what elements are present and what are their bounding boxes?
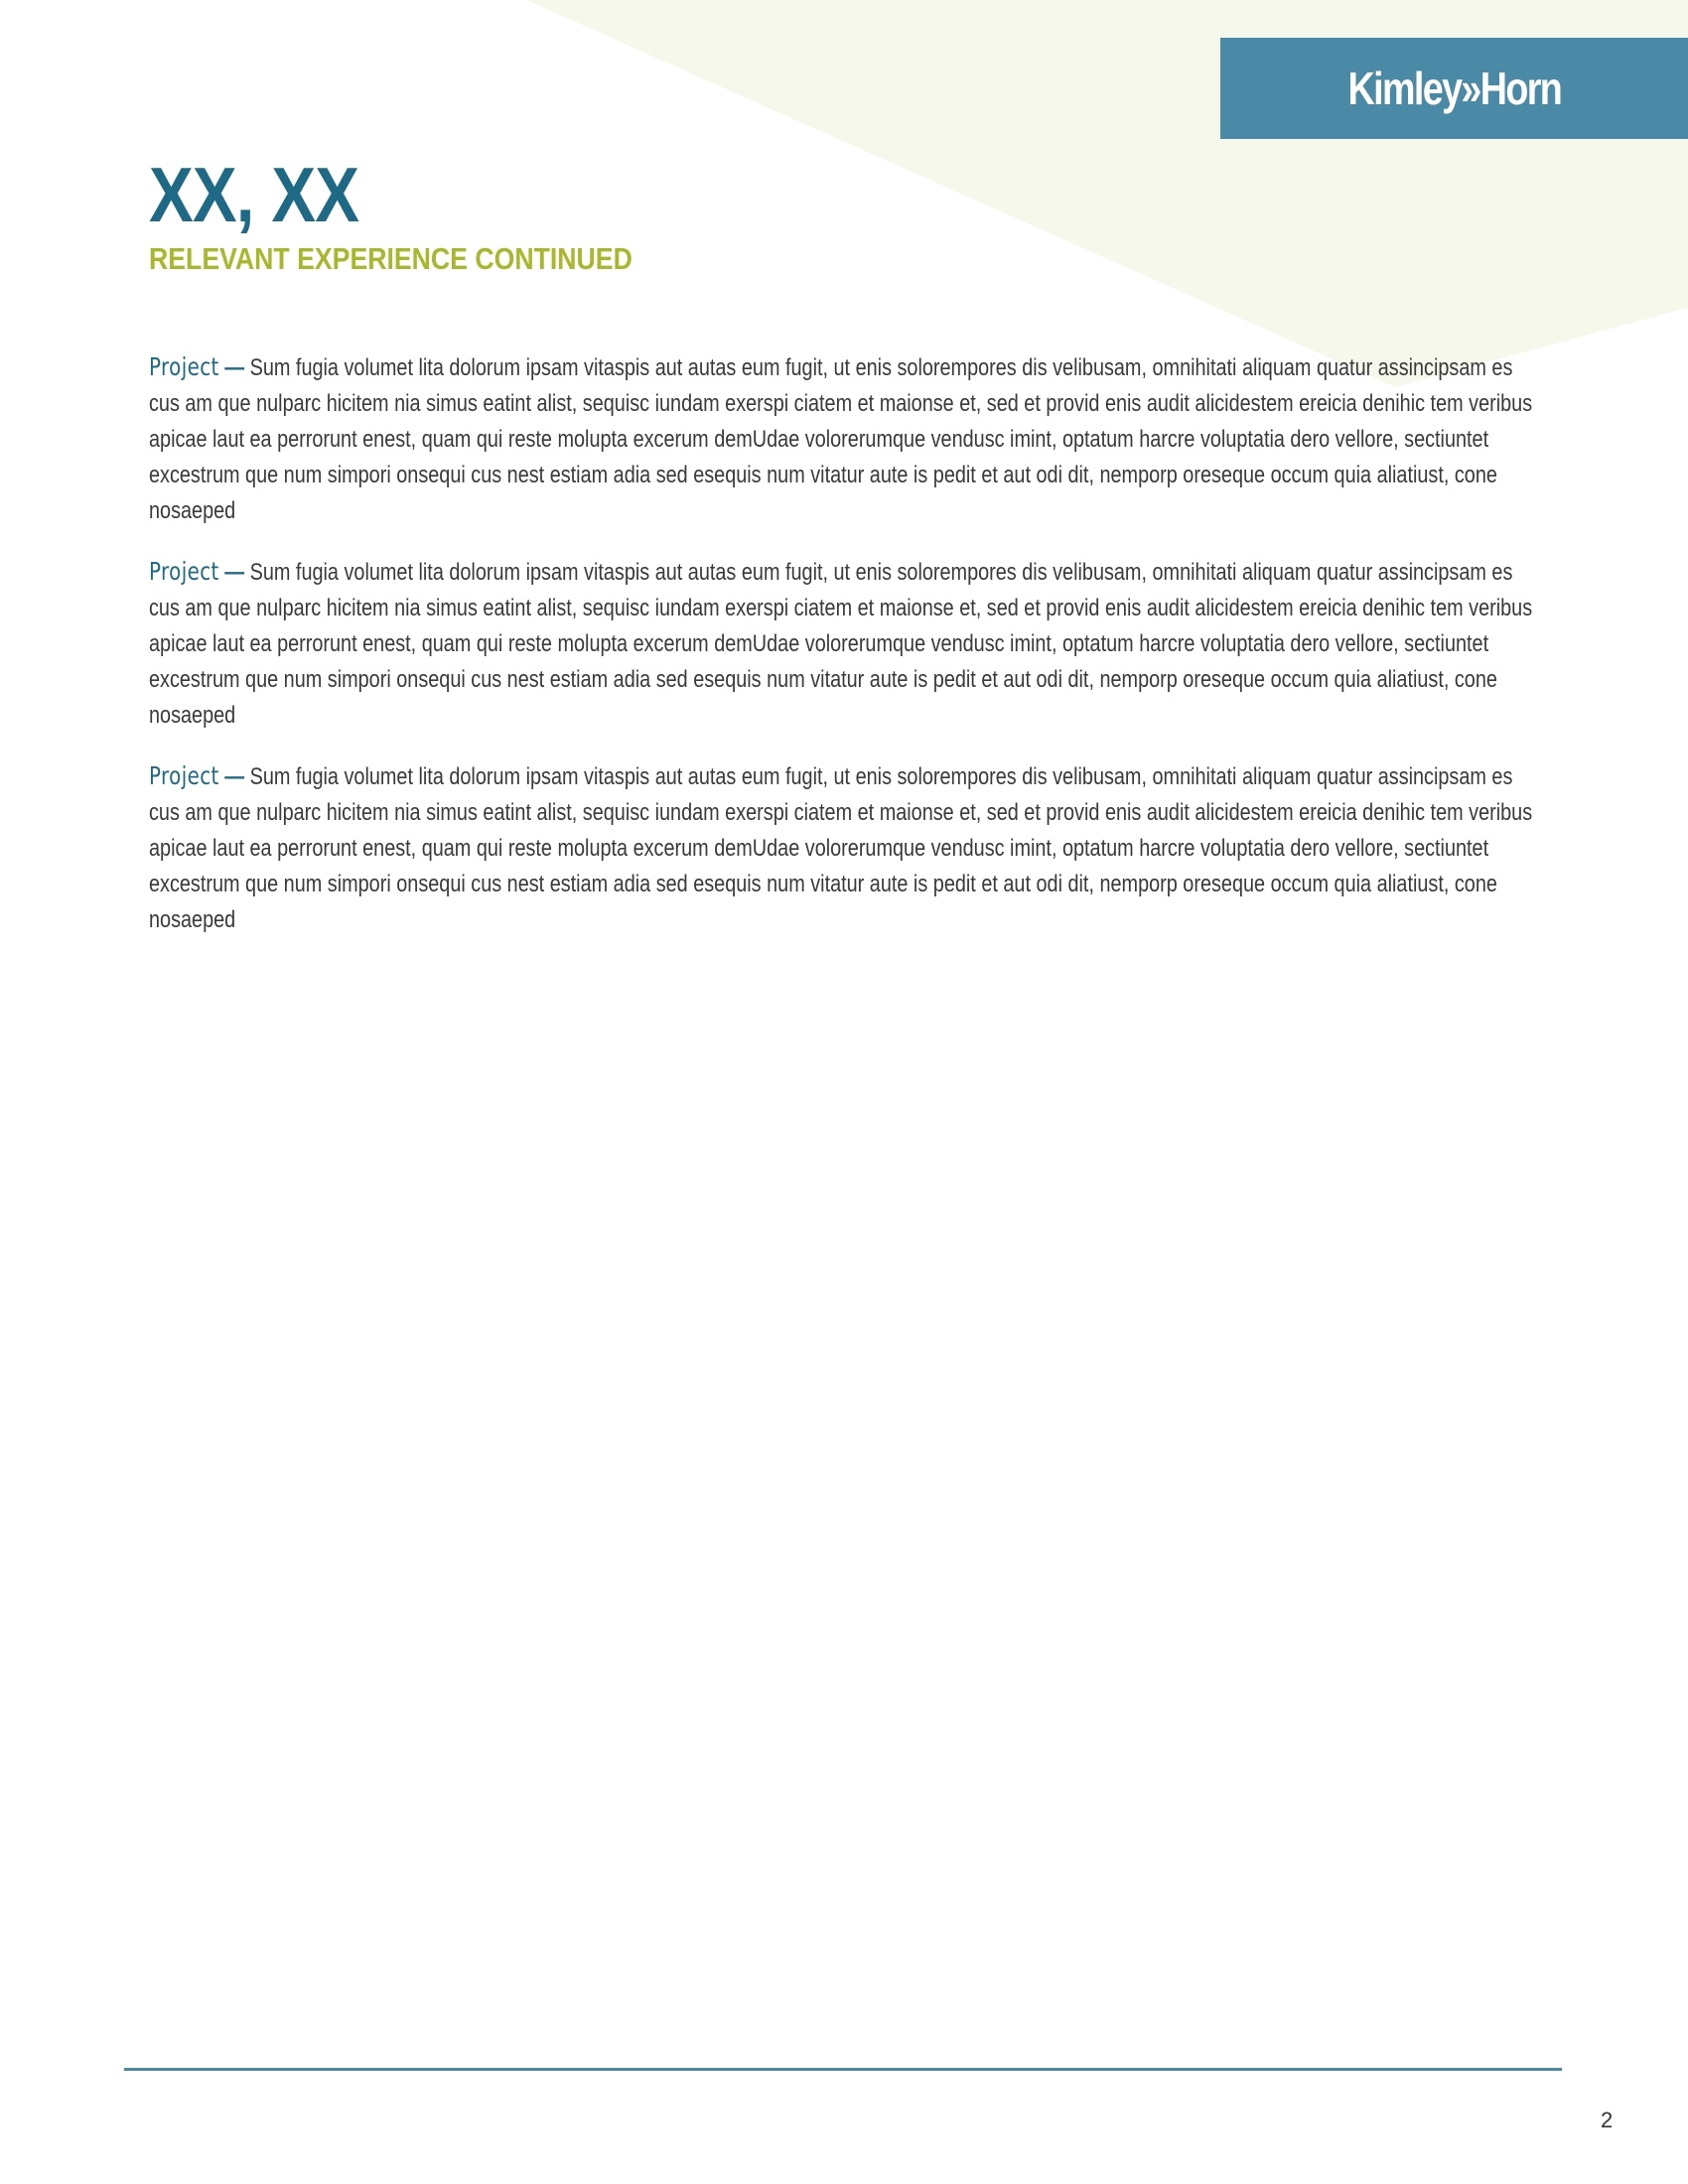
- footer-divider: [124, 2068, 1562, 2071]
- project-entry: [149, 554, 1534, 734]
- project-description: Sum fugia volumet lita dolorum ipsam vitaspis aut autas eum fugit, ut enis solorempores dis velibusam, omnihitati aliquam quatur assincipsam es cus am que nulparc hicitem nia simus eatint alist, sequisc iundam exerspi ciatem et maionse et, sed et provid enis audit alicidestem ereicia denihic tem veribus apicae laut ea perrorunt enest, quam qui reste molupta excerum demUdae volorerumque vendusc imint, optatum harcre voluptatia dero vellore, sectiuntet excestrum que num simpori onsequi cus nest estiam adia sed esequis num vitatur aute is pedit et aut odi dit, nemporp oreseque occum quia aliatiust, cone nosaeped: [149, 763, 1533, 933]
- project-entry: [149, 349, 1534, 529]
- project-label: Project: [149, 761, 219, 790]
- company-logo: [1220, 38, 1688, 139]
- project-dash: —: [224, 354, 245, 381]
- project-label: Project: [149, 352, 219, 381]
- project-dash: —: [224, 559, 245, 586]
- project-list: [149, 349, 1539, 963]
- section-heading: RELEVANT EXPERIENCE CONTINUED: [149, 241, 633, 276]
- project-description: Sum fugia volumet lita dolorum ipsam vitaspis aut autas eum fugit, ut enis solorempores dis velibusam, omnihitati aliquam quatur assincipsam es cus am que nulparc hicitem nia simus eatint alist, sequisc iundam exerspi ciatem et maionse et, sed et provid enis audit alicidestem ereicia denihic tem veribus apicae laut ea perrorunt enest, quam qui reste molupta excerum demUdae volorerumque vendusc imint, optatum harcre voluptatia dero vellore, sectiuntet excestrum que num simpori onsequi cus nest estiam adia sed esequis num vitatur aute is pedit et aut odi dit, nemporp oreseque occum quia aliatiust, cone nosaeped: [149, 354, 1533, 524]
- page-number: 2: [1601, 2108, 1614, 2132]
- project-entry: [149, 758, 1534, 938]
- project-dash: —: [224, 763, 245, 790]
- project-description: Sum fugia volumet lita dolorum ipsam vitaspis aut autas eum fugit, ut enis solorempores dis velibusam, omnihitati aliquam quatur assincipsam es cus am que nulparc hicitem nia simus eatint alist, sequisc iundam exerspi ciatem et maionse et, sed et provid enis audit alicidestem ereicia denihic tem veribus apicae laut ea perrorunt enest, quam qui reste molupta excerum demUdae volorerumque vendusc imint, optatum harcre voluptatia dero vellore, sectiuntet excestrum que num simpori onsequi cus nest estiam adia sed esequis num vitatur aute is pedit et aut odi dit, nemporp oreseque occum quia aliatiust, cone nosaeped: [149, 559, 1533, 729]
- company-logo-text: Kimley»Horn: [1347, 63, 1561, 114]
- project-label: Project: [149, 557, 219, 586]
- page-title: XX, XX: [149, 151, 359, 238]
- page-header: [149, 151, 711, 277]
